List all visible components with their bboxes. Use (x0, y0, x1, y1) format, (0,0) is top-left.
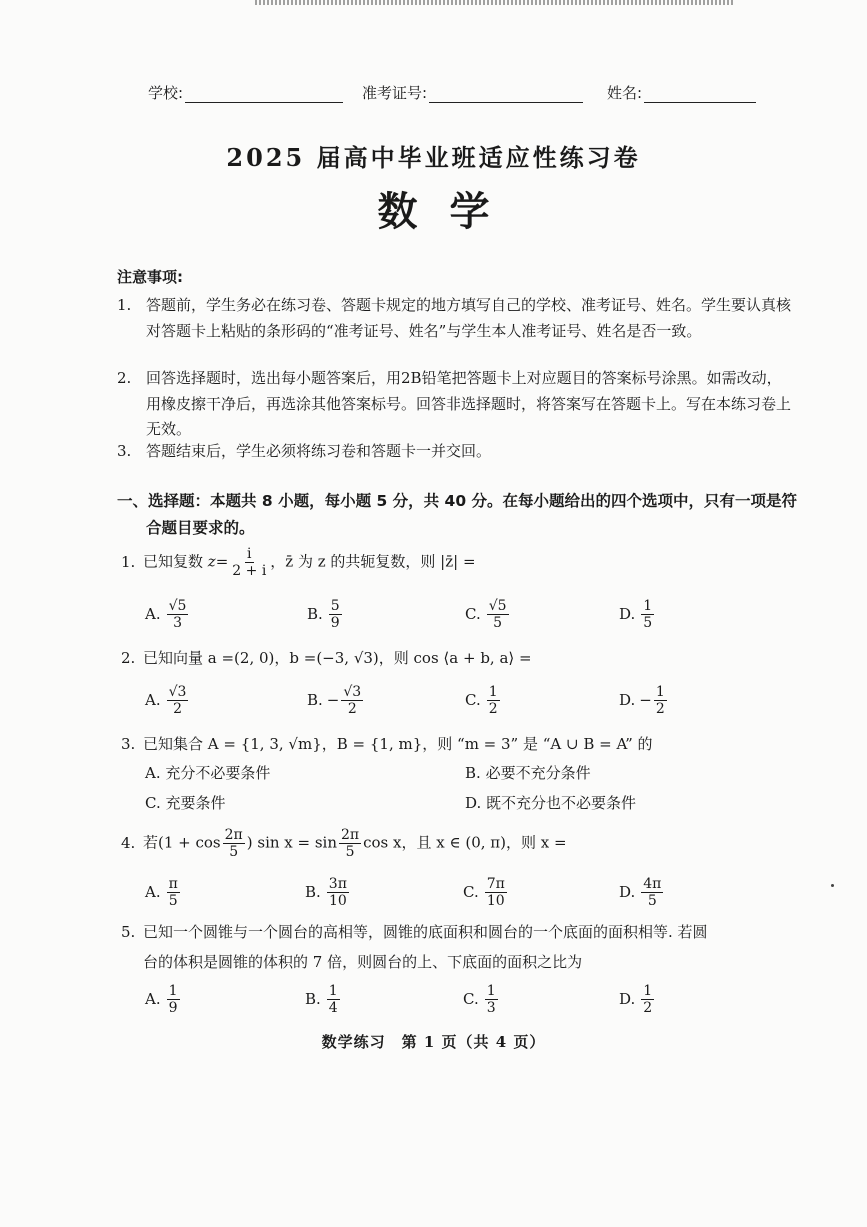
fraction-denominator: 9 (330, 614, 340, 631)
fraction-numerator: 1 (655, 683, 665, 700)
option-fraction (329, 598, 342, 631)
fraction-denominator: 9 (168, 999, 178, 1016)
q4-fraction-1 (223, 827, 245, 860)
option-d[interactable] (465, 792, 636, 813)
q4-suffix: cos x，且 x ∈ (0, π)，则 x = (363, 833, 567, 852)
school-blank[interactable] (185, 86, 343, 103)
fraction-denominator: 10 (486, 892, 505, 909)
option-fraction (641, 876, 663, 909)
subject-title: 数学 (377, 188, 522, 235)
fraction-denominator: 10 (328, 892, 347, 909)
candidate-info-row (0, 82, 867, 106)
option-text: 充要条件 (165, 794, 226, 812)
option-label: B. (307, 691, 323, 709)
option-label: C. (463, 990, 479, 1008)
option-a[interactable] (145, 594, 190, 634)
q4-options (145, 872, 805, 912)
q1-var: z (207, 552, 216, 571)
option-fraction (485, 983, 498, 1016)
option-label: C. (465, 691, 481, 709)
option-d[interactable] (619, 594, 656, 634)
exam-title: 2025 届高中毕业班适应性练习卷 (226, 143, 641, 172)
fraction-numerator: 7π (486, 875, 505, 892)
option-c[interactable] (463, 979, 500, 1019)
note-number: 1. (117, 296, 132, 314)
option-fraction (327, 876, 349, 909)
fraction-numerator: 2π (224, 827, 243, 843)
option-fraction (487, 598, 509, 631)
fraction-denominator: 2 + i (232, 563, 267, 579)
question-3 (121, 731, 801, 757)
scan-artifact (255, 0, 735, 5)
fraction-denominator: 5 (168, 892, 178, 909)
fraction-numerator: 1 (486, 982, 496, 999)
notes-heading: 注意事项: (117, 268, 183, 286)
fraction-numerator: 4π (643, 875, 662, 892)
fraction-denominator: 5 (647, 892, 657, 909)
option-text: 必要不充分条件 (485, 764, 591, 782)
option-c[interactable] (463, 872, 509, 912)
option-sign: − (639, 691, 652, 709)
name-blank[interactable] (644, 86, 756, 103)
option-label: B. (307, 605, 323, 623)
name-label: 姓名: (607, 84, 643, 102)
fraction-numerator: 1 (328, 982, 338, 999)
fraction-numerator: 5 (330, 597, 340, 614)
fraction-numerator: 2π (341, 827, 360, 843)
note-number: 2. (117, 369, 132, 387)
option-b[interactable] (305, 979, 342, 1019)
q1-question-text: ，z̄ 为 z 的共轭复数，则 |z̄| = (270, 552, 476, 571)
option-c[interactable] (465, 594, 511, 634)
option-label: C. (145, 794, 161, 812)
question-4 (121, 827, 801, 860)
option-b[interactable] (305, 872, 351, 912)
option-b[interactable] (307, 594, 344, 634)
option-fraction (167, 598, 189, 631)
note-text: 回答选择题时，选出每小题答案后，用2B铅笔把答题卡上对应题目的答案标号涂黑。如需改动，用橡皮擦干净后，再选涂其他答案标号。回答非选择题时，将答案写在答题卡上。写在本练习卷上无效。 (146, 369, 792, 438)
q3-question-text: 已知集合 A = {1, 3, √m}，B = {1, m}，则 “m = 3” 是 “A ∪ B = A” 的 (143, 735, 653, 753)
note-text: 答题前，学生务必在练习卷、答题卡规定的地方填写自己的学校、准考证号、姓名。学生要认真核对答题卡上粘贴的条形码的“准考证号、姓名”与学生本人准考证号、姓名是否一致。 (146, 296, 792, 340)
scan-speck (831, 884, 834, 887)
fraction-numerator: √3 (343, 683, 362, 700)
note-item (117, 293, 795, 344)
note-text: 答题结束后，学生必须将练习卷和答题卡一并交回。 (146, 442, 492, 460)
option-a[interactable] (145, 872, 182, 912)
option-label: A. (145, 883, 161, 901)
question-2 (121, 645, 801, 671)
fraction-denominator: 2 (655, 700, 665, 717)
option-label: B. (465, 764, 481, 782)
option-label: A. (145, 764, 161, 782)
question-1 (121, 546, 801, 579)
fraction-denominator: 5 (493, 614, 503, 631)
option-label: D. (465, 794, 482, 812)
option-label: B. (305, 990, 321, 1008)
fraction-denominator: 3 (173, 614, 182, 631)
fraction-numerator: √3 (168, 683, 187, 700)
section-heading: 一、选择题：本题共 8 小题，每小题 5 分，共 40 分。在每小题给出的四个选项中，只有一项是符合题目要求的。 (117, 492, 798, 537)
q1-fraction (230, 546, 268, 579)
fraction-denominator: 2 (488, 700, 498, 717)
option-c[interactable] (145, 792, 226, 813)
fraction-numerator: 1 (643, 982, 653, 999)
q4-fraction-2 (339, 827, 361, 860)
name-field[interactable] (607, 82, 756, 103)
option-label: C. (465, 605, 481, 623)
q1-prefix: 已知复数 (143, 552, 204, 571)
fraction-numerator: π (168, 875, 178, 892)
school-field[interactable] (148, 82, 343, 103)
q1-options (145, 594, 805, 634)
fraction-numerator: 1 (643, 597, 653, 614)
fraction-numerator: √5 (168, 597, 187, 614)
option-fraction (327, 983, 340, 1016)
question-number: 4. (121, 833, 136, 852)
exam-id-blank[interactable] (429, 86, 583, 103)
fraction-numerator: 1 (488, 683, 498, 700)
option-label: D. (619, 605, 636, 623)
option-d[interactable] (619, 979, 656, 1019)
option-b[interactable] (465, 762, 591, 783)
option-text: 充分不必要条件 (165, 764, 271, 782)
note-item (117, 366, 795, 443)
option-fraction (167, 983, 180, 1016)
fraction-denominator: 2 (347, 700, 357, 717)
option-label: A. (145, 605, 161, 623)
fraction-denominator: 3 (486, 999, 496, 1016)
exam-id-label: 准考证号: (362, 84, 428, 102)
option-fraction (341, 684, 363, 717)
option-d[interactable] (619, 680, 669, 720)
option-text: 既不充分也不必要条件 (486, 794, 637, 812)
note-item (117, 439, 795, 465)
page-footer: 数学练习 第 1 页（共 4 页） (321, 1033, 546, 1051)
question-number: 1. (121, 552, 136, 571)
question-number: 2. (121, 649, 136, 667)
option-c[interactable] (465, 680, 502, 720)
fraction-numerator: √5 (488, 597, 507, 614)
option-fraction (167, 684, 189, 717)
fraction-numerator: 1 (168, 982, 178, 999)
fraction-denominator: 5 (345, 844, 355, 860)
option-d[interactable] (619, 872, 665, 912)
school-label: 学校: (148, 84, 184, 102)
option-sign: − (326, 691, 340, 709)
q5-options (145, 979, 805, 1019)
option-fraction (654, 684, 667, 717)
option-label: D. (619, 883, 636, 901)
option-fraction (487, 684, 500, 717)
q2-options (145, 680, 805, 720)
option-label: B. (305, 883, 321, 901)
fraction-denominator: 5 (643, 614, 653, 631)
option-label: D. (619, 691, 636, 709)
fraction-denominator: 2 (173, 700, 182, 717)
option-label: A. (145, 691, 161, 709)
option-fraction (641, 598, 654, 631)
q1-eq: = (215, 552, 229, 571)
option-a[interactable] (145, 979, 182, 1019)
option-a[interactable] (145, 680, 190, 720)
fraction-denominator: 5 (229, 844, 239, 860)
fraction-numerator: 3π (328, 875, 347, 892)
option-fraction (641, 983, 654, 1016)
fraction-denominator: 4 (328, 999, 338, 1016)
q5-line-1: 已知一个圆锥与一个圆台的高相等，圆锥的底面积和圆台的一个底面的面积相等. 若圆 (143, 923, 708, 941)
question-number: 3. (121, 735, 136, 753)
option-a[interactable] (145, 762, 270, 783)
q4-middle: ) sin x = sin (246, 833, 338, 852)
option-b[interactable] (307, 680, 365, 720)
q5-line-2: 台的体积是圆锥的体积的 7 倍，则圆台的上、下底面的面积之比为 (143, 953, 583, 971)
question-5 (121, 919, 801, 975)
option-label: D. (619, 990, 636, 1008)
exam-id-field[interactable] (362, 82, 583, 103)
q4-prefix: 若(1 + cos (143, 833, 221, 852)
fraction-denominator: 2 (643, 999, 653, 1016)
q2-question-text: 已知向量 a =(2, 0)，b =(−3, √3)，则 cos ⟨a + b, a⟩ = (143, 649, 532, 667)
note-number: 3. (117, 442, 132, 460)
option-fraction (485, 876, 507, 909)
option-label: A. (145, 990, 161, 1008)
option-label: C. (463, 883, 479, 901)
fraction-numerator: i (247, 546, 252, 562)
option-fraction (167, 876, 180, 909)
question-number: 5. (121, 923, 136, 941)
